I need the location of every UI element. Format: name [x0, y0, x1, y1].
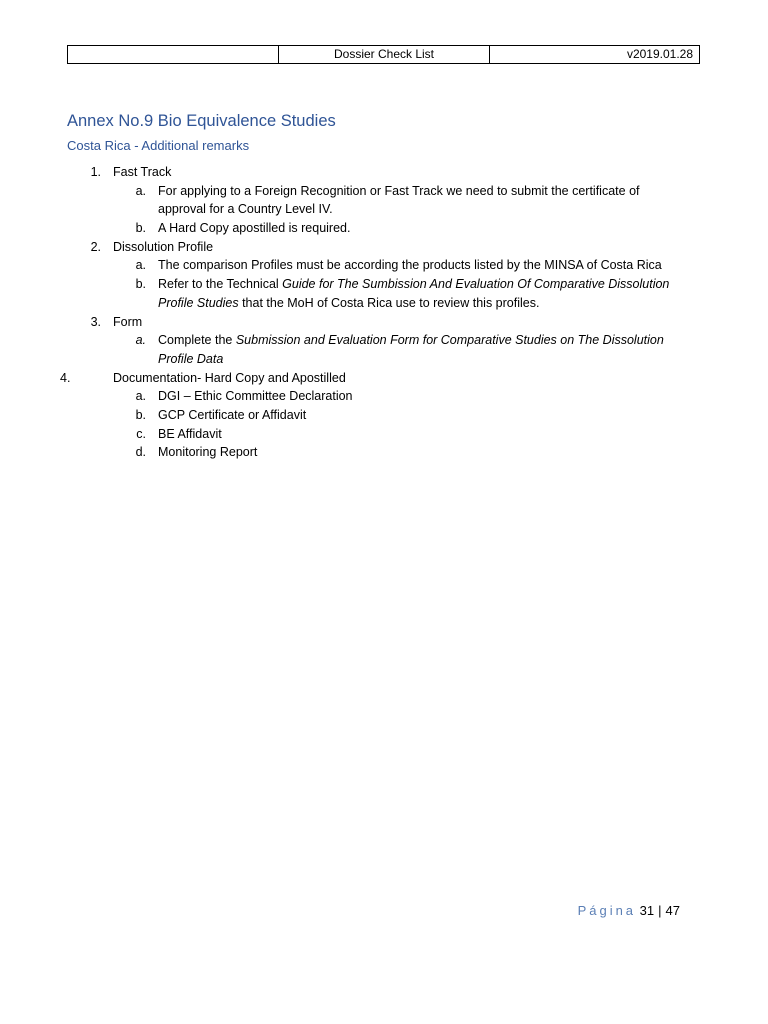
header-cell-empty	[68, 46, 279, 64]
list-item	[0, 387, 768, 406]
list-item-continuation	[0, 350, 768, 369]
form-title-italic: Profile Data	[158, 351, 224, 366]
item-text: DGI – Ethic Committee Declaration	[158, 389, 353, 404]
section-title: Documentation- Hard Copy and Apostilled	[113, 370, 346, 385]
page-current: 31	[639, 903, 655, 918]
section-number: 3.	[90, 314, 101, 329]
item-letter: c.	[136, 426, 146, 441]
item-text	[158, 275, 669, 294]
item-text	[158, 294, 539, 313]
item-letter: a.	[135, 183, 146, 198]
section-number: 4.	[60, 370, 71, 385]
page-word: Página	[577, 903, 637, 918]
item-letter: b.	[135, 277, 146, 292]
document-header-table	[67, 45, 700, 64]
section-heading	[0, 369, 768, 388]
item-text	[158, 350, 223, 369]
guide-title-italic: Profile Studies	[158, 295, 239, 310]
header-cell-version: v2019.01.28	[490, 46, 700, 64]
list-item-continuation	[0, 294, 768, 313]
item-letter: d.	[135, 445, 146, 460]
list-item	[0, 331, 768, 350]
list-item	[0, 275, 768, 294]
item-letter-italic: a.	[135, 333, 146, 348]
section-title: Dissolution Profile	[113, 239, 214, 254]
item-text	[158, 331, 664, 350]
checklist-content	[0, 163, 768, 462]
item-text: approval for a Country Level IV.	[158, 202, 333, 217]
item-letter: a.	[135, 258, 146, 273]
item-text-plain: Refer to the Technical	[158, 277, 283, 292]
list-item	[0, 182, 768, 201]
section-title: Fast Track	[113, 165, 172, 179]
list-item	[0, 443, 768, 462]
form-title-italic: Submission and Evaluation Form for Comparative Studies on The Dissolution	[235, 333, 664, 348]
list-item	[0, 425, 768, 444]
item-text: The comparison Profiles must be according the products listed by the MINSA of Costa Rica	[158, 258, 662, 273]
section-heading	[0, 313, 768, 332]
item-letter: b.	[135, 407, 146, 422]
item-text: A Hard Copy apostilled is required.	[158, 221, 351, 236]
item-letter	[110, 331, 146, 350]
list-item	[0, 406, 768, 425]
annex-title: Annex No.9 Bio Equivalence Studies	[67, 112, 336, 130]
section-title: Form	[113, 314, 143, 329]
section-heading	[0, 238, 768, 257]
annex-subtitle: Costa Rica - Additional remarks	[67, 138, 250, 153]
section-number: 2.	[90, 239, 101, 254]
item-letter: b.	[135, 221, 146, 236]
item-text-plain: that the MoH of Costa Rica use to review this profiles.	[238, 295, 540, 310]
item-text-plain: Complete the	[158, 333, 236, 348]
section-heading	[0, 163, 768, 182]
list-item	[0, 256, 768, 275]
item-text: Monitoring Report	[158, 445, 258, 460]
list-item-continuation	[0, 200, 768, 219]
item-text: BE Affidavit	[158, 426, 222, 441]
header-row	[68, 46, 700, 64]
section-number: 1.	[90, 165, 101, 179]
guide-title-italic: Guide for The Sumbission And Evaluation Of Comparative Dissolution	[282, 277, 670, 292]
page-separator: |	[658, 903, 662, 918]
item-text: For applying to a Foreign Recognition or Fast Track we need to submit the certificate of	[158, 183, 640, 198]
page-footer	[520, 902, 680, 920]
list-item	[0, 219, 768, 238]
page-total: 47	[665, 903, 680, 918]
item-text: GCP Certificate or Affidavit	[158, 407, 307, 422]
header-cell-title: Dossier Check List	[279, 46, 490, 64]
item-letter: a.	[135, 389, 146, 404]
